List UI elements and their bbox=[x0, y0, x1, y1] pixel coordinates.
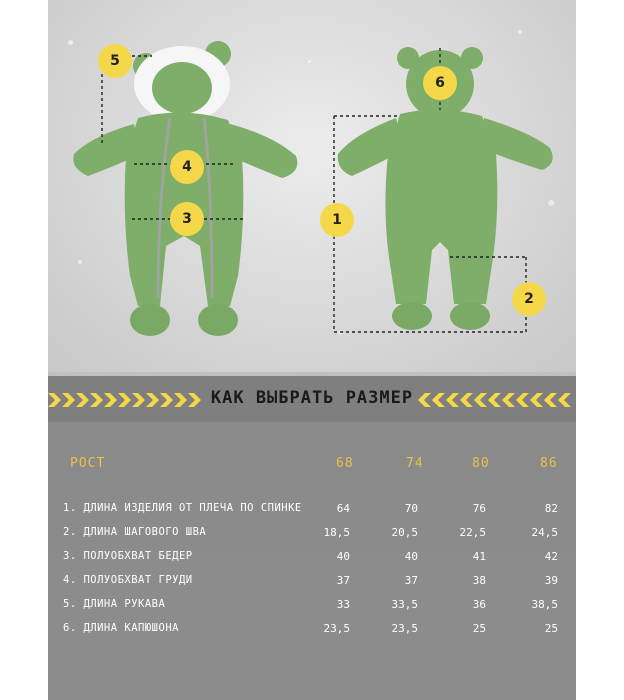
badge-5: 5 bbox=[98, 44, 132, 78]
table-cell: 70 bbox=[404, 502, 418, 515]
front-view-snowsuit bbox=[62, 36, 324, 346]
table-cell: 82 bbox=[544, 502, 558, 515]
table-cell: 38,5 bbox=[531, 598, 558, 611]
table-cell: 20,5 bbox=[391, 526, 418, 539]
badge-3: 3 bbox=[170, 202, 204, 236]
size-table bbox=[48, 422, 576, 700]
row-label: 4. ПОЛУОБХВАТ ГРУДИ bbox=[63, 574, 193, 586]
table-cell: 37 bbox=[336, 574, 350, 587]
table-cell: 18,5 bbox=[323, 526, 350, 539]
size-header: 80 bbox=[472, 456, 490, 471]
table-cell: 23,5 bbox=[391, 622, 418, 635]
table-cell: 38 bbox=[472, 574, 486, 587]
table-cell: 40 bbox=[404, 550, 418, 563]
size-header: 86 bbox=[540, 456, 558, 471]
table-cell: 36 bbox=[472, 598, 486, 611]
badge-4: 4 bbox=[170, 150, 204, 184]
row-label: 5. ДЛИНА РУКАВА bbox=[63, 598, 166, 610]
badge-2: 2 bbox=[512, 282, 546, 316]
badge-6: 6 bbox=[423, 66, 457, 100]
table-cell: 24,5 bbox=[531, 526, 558, 539]
table-cell: 33 bbox=[336, 598, 350, 611]
row-label: 1. ДЛИНА ИЗДЕЛИЯ ОТ ПЛЕЧА ПО СПИНКЕ bbox=[63, 502, 302, 514]
table-cell: 64 bbox=[336, 502, 350, 515]
page-title: КАК ВЫБРАТЬ РАЗМЕР bbox=[210, 388, 414, 408]
row-label: 3. ПОЛУОБХВАТ БЕДЕР bbox=[63, 550, 193, 562]
table-header-label: РОСТ bbox=[70, 456, 106, 471]
table-cell: 25 bbox=[472, 622, 486, 635]
size-guide-panel bbox=[48, 0, 576, 700]
table-cell: 22,5 bbox=[459, 526, 486, 539]
row-label: 6. ДЛИНА КАПЮШОНА bbox=[63, 622, 179, 634]
table-cell: 42 bbox=[544, 550, 558, 563]
table-cell: 41 bbox=[472, 550, 486, 563]
row-label: 2. ДЛИНА ШАГОВОГО ШВА bbox=[63, 526, 207, 538]
table-cell: 37 bbox=[404, 574, 418, 587]
size-header: 68 bbox=[336, 456, 354, 471]
table-cell: 76 bbox=[472, 502, 486, 515]
table-cell: 25 bbox=[544, 622, 558, 635]
table-cell: 40 bbox=[336, 550, 350, 563]
product-photo-area bbox=[48, 0, 576, 372]
table-cell: 33,5 bbox=[391, 598, 418, 611]
table-cell: 23,5 bbox=[323, 622, 350, 635]
badge-1: 1 bbox=[320, 203, 354, 237]
table-cell: 39 bbox=[544, 574, 558, 587]
size-header: 74 bbox=[406, 456, 424, 471]
